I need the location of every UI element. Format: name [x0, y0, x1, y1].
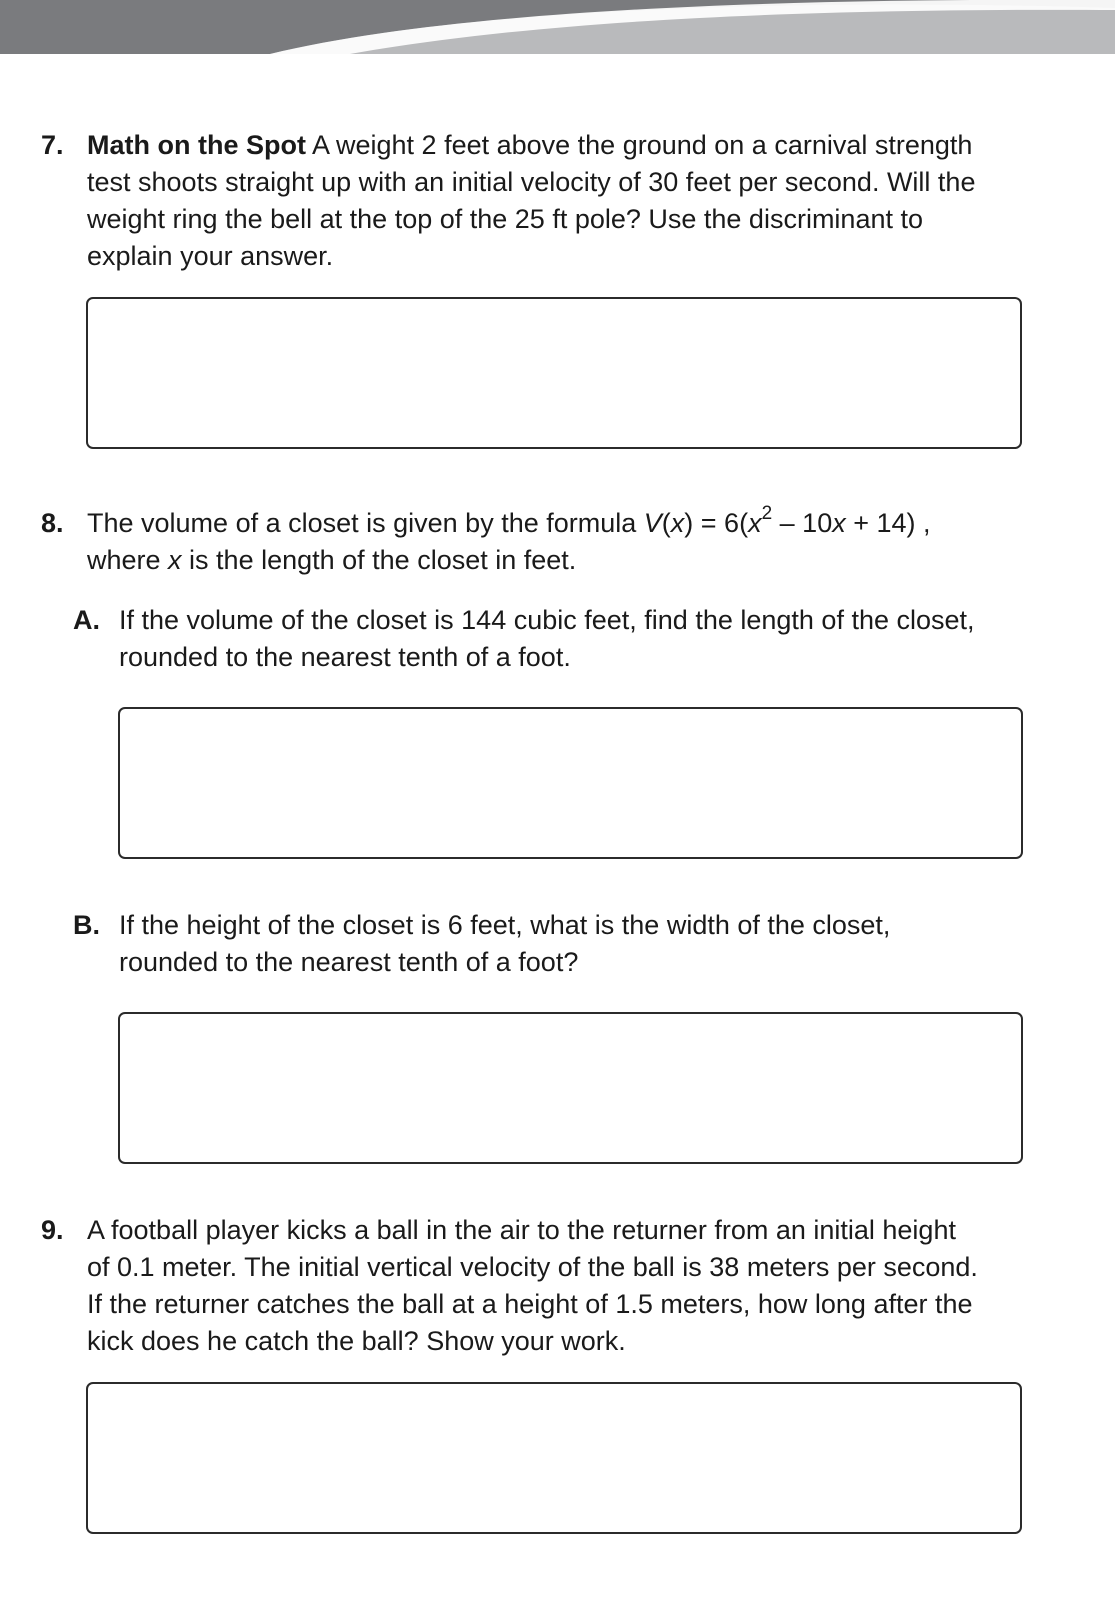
question-9 [41, 1212, 1106, 1362]
question-7-text: Math on the Spot A weight 2 feet above the ground on a carnival strength test shoots straight up with an initial velocity of 30 feet per second. Will the weight ring the bell at the top of the 25 ft pole? Use the discriminant to explain your answer. [87, 130, 976, 271]
answer-box-question-9[interactable] [86, 1382, 1022, 1534]
header-band [0, 0, 1115, 54]
question-8-part-b [73, 907, 1103, 983]
question-9-number: 9. [41, 1215, 64, 1245]
question-8-part-a [73, 602, 1103, 678]
question-8-text: The volume of a closet is given by the formula $V(x) = 6(x^2 - 10x + 14)$ , where x is the length of the closet in feet. [87, 503, 931, 575]
question-9-text: A football player kicks a ball in the air to the returner from an initial height of 0.1 meter. The initial vertical velocity of the ball is 38 meters per second. If the returner catches the ball at a height of 1.5 meters, how long after the kick does he catch the ball? Show your work. [87, 1215, 978, 1356]
volume-formula: $V(x) = 6(x^2 - 10x + 14)$ , [643, 503, 931, 538]
answer-box-question-7[interactable] [86, 297, 1022, 449]
question-7-label: Math on the Spot [87, 130, 306, 160]
question-8 [41, 505, 1101, 581]
part-a-text: If the volume of the closet is 144 cubic feet, find the length of the closet, rounded to the nearest tenth of a foot. [119, 605, 975, 672]
part-b-text: If the height of the closet is 6 feet, what is the width of the closet, rounded to the nearest tenth of a foot? [119, 910, 891, 977]
question-8-number: 8. [41, 508, 64, 538]
part-b-letter: B. [73, 910, 100, 940]
answer-box-question-8a[interactable] [118, 707, 1023, 859]
question-7-number: 7. [41, 130, 64, 160]
question-7 [41, 127, 1101, 277]
part-a-letter: A. [73, 605, 100, 635]
answer-box-question-8b[interactable] [118, 1012, 1023, 1164]
